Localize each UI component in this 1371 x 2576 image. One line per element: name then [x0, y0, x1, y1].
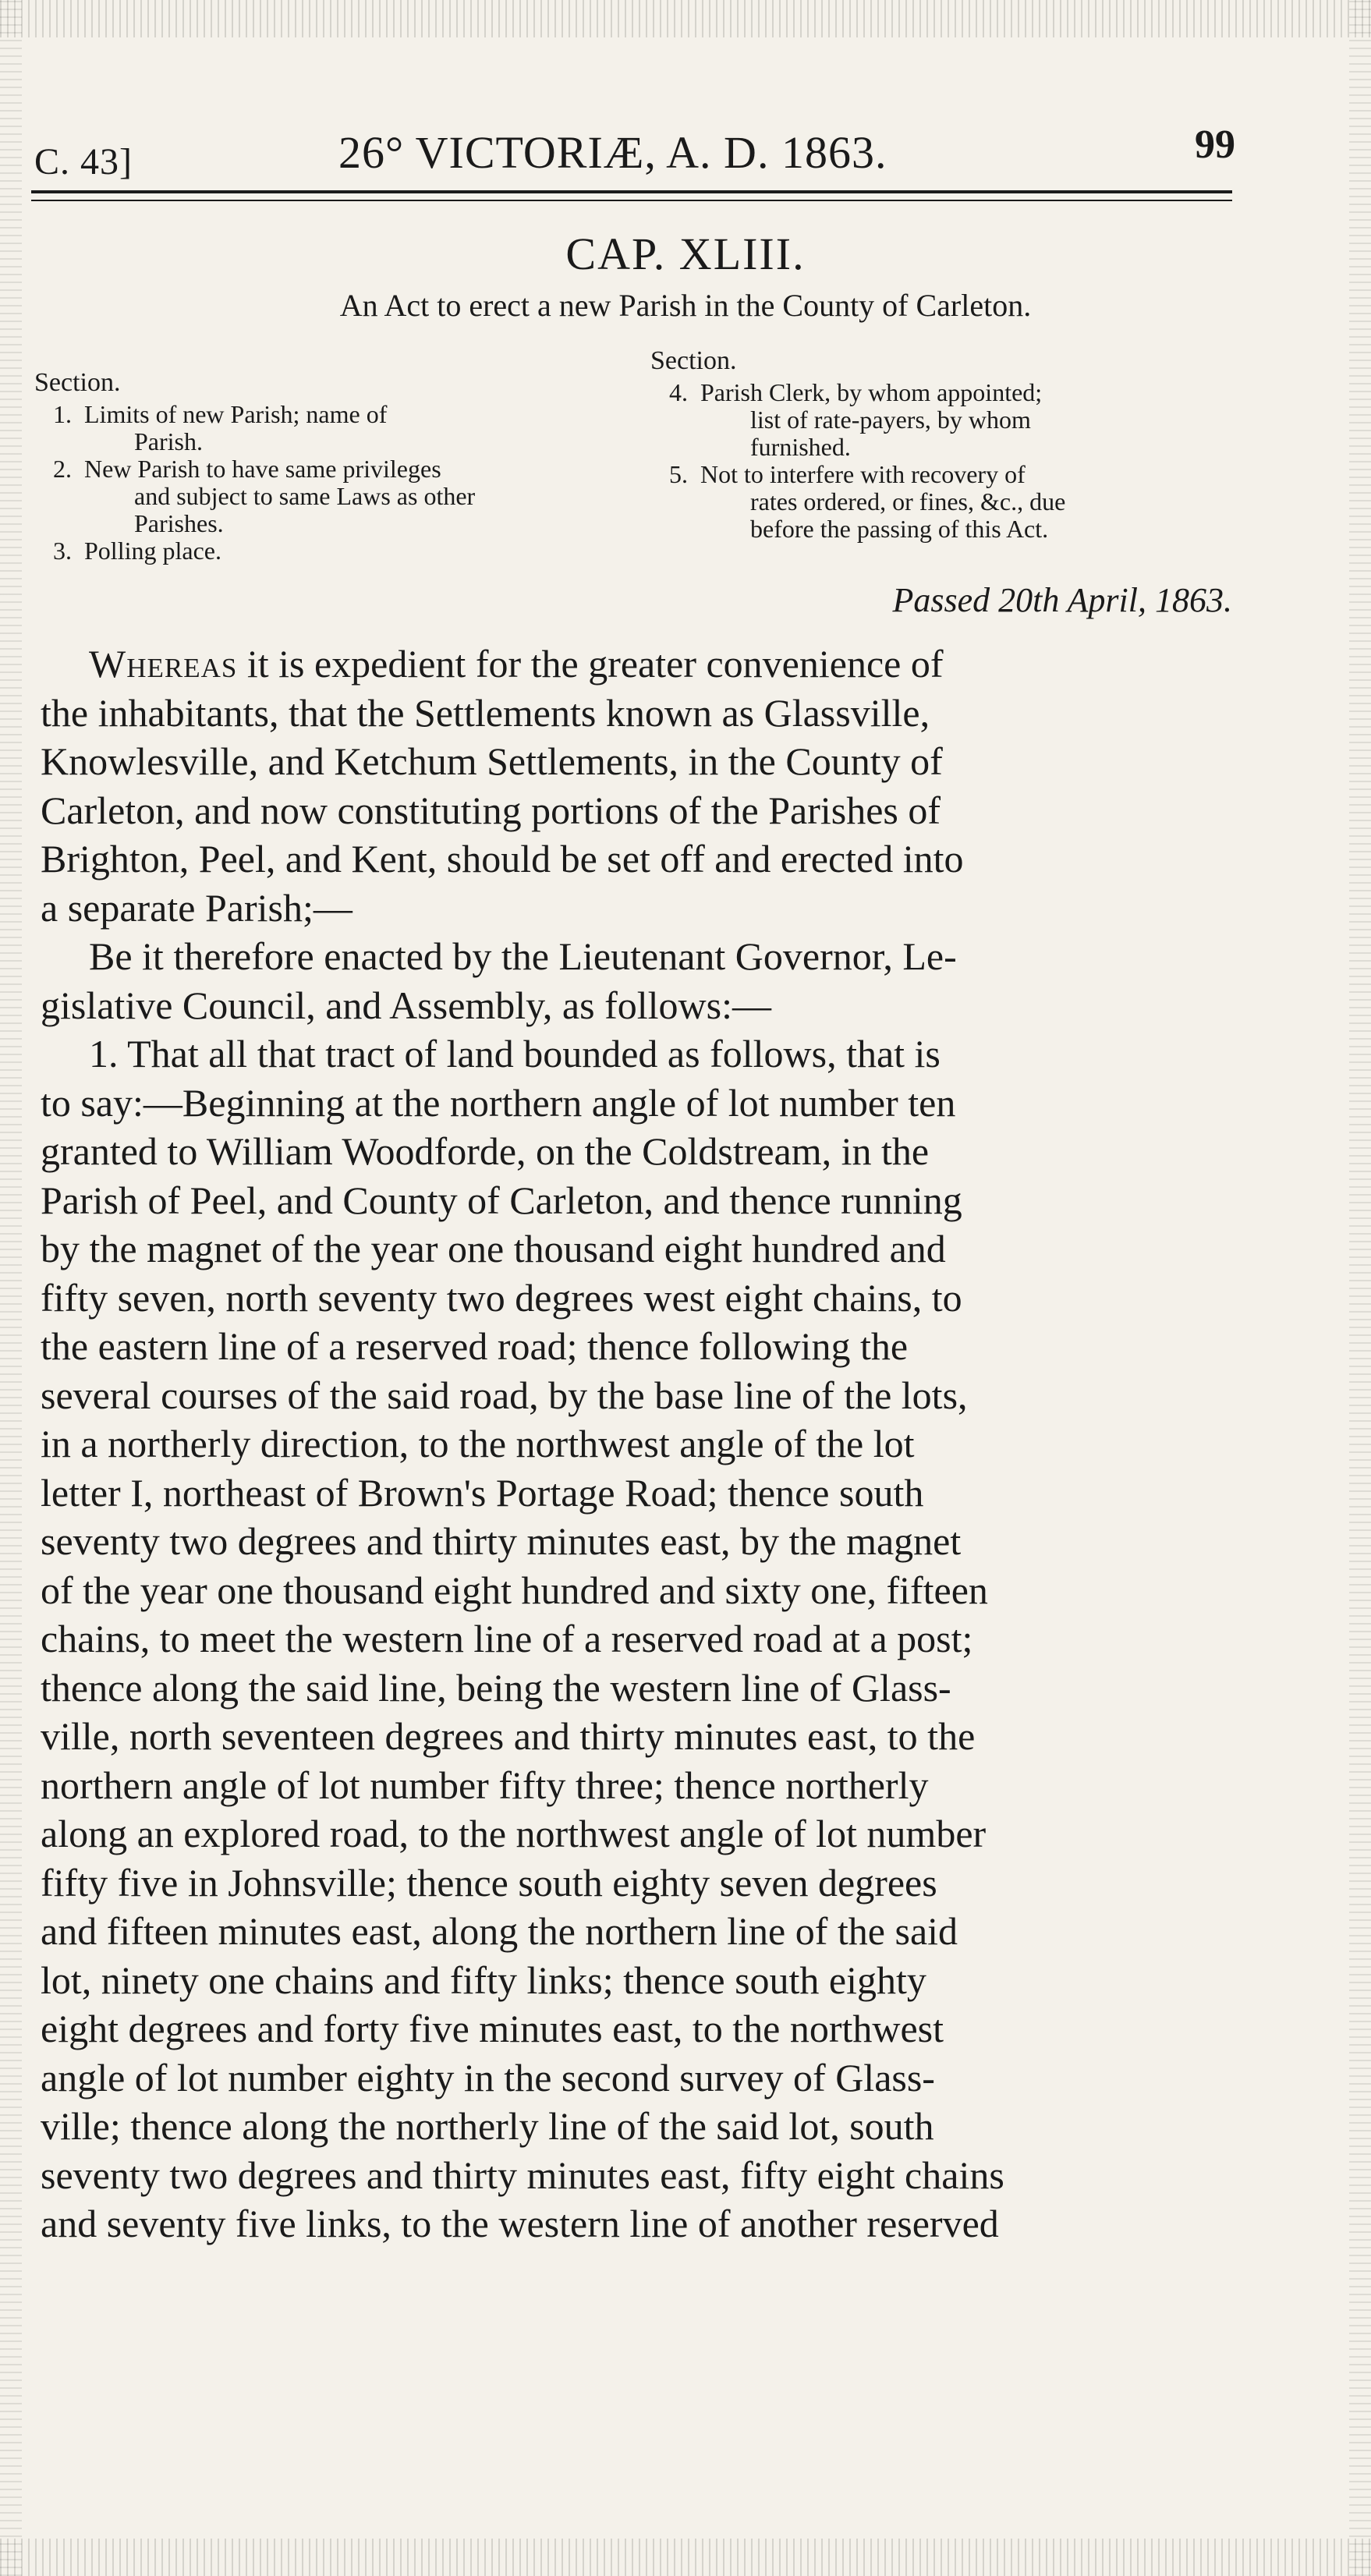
- body-line: [41, 884, 1257, 933]
- body-line: [41, 640, 1257, 689]
- body-line-text: thence along the said line, being the western line of Glass-: [41, 1665, 951, 1710]
- section-description: Polling place.: [84, 537, 221, 565]
- body-line-text: seventy two degrees and thirty minutes east, by the magnet: [41, 1519, 962, 1563]
- scan-edge-left: [0, 0, 22, 2576]
- contents-item: [669, 461, 1243, 543]
- body-line-text: Carleton, and now constituting portions of the Parishes of: [41, 788, 941, 832]
- contents-item: [53, 455, 627, 537]
- body-line-text: of the year one thousand eight hundred and sixty one, fifteen: [41, 1568, 988, 1612]
- body-line-text: Parish of Peel, and County of Carleton, and thence running: [41, 1178, 962, 1222]
- section-number: 1.: [53, 400, 72, 428]
- section-description: before the passing of this Act.: [750, 515, 1049, 543]
- body-line: [41, 834, 1257, 884]
- body-line: [41, 1517, 1257, 1566]
- body-line: [41, 1907, 1257, 1956]
- section-number: 3.: [53, 537, 72, 565]
- scan-edge-top: [0, 0, 1371, 37]
- body-line: [41, 1224, 1257, 1274]
- body-line-text: Brighton, Peel, and Kent, should be set off and erected into: [41, 837, 964, 881]
- body-line-text: seventy two degrees and thirty minutes east, fifty eight chains: [41, 2153, 1004, 2197]
- body-line-text: and fifteen minutes east, along the northern line of the said: [41, 1909, 958, 1953]
- section-description: list of rate-payers, by whom: [750, 406, 1031, 434]
- body-line: [41, 2102, 1257, 2151]
- body-line-text: lot, ninety one chains and fifty links; thence south eighty: [41, 1958, 926, 2002]
- body-line-text: ville, north seventeen degrees and thirty minutes east, to the: [41, 1714, 976, 1758]
- body-line: [41, 1127, 1257, 1176]
- body-line: [41, 1274, 1257, 1323]
- body-line-text: a separate Parish;—: [41, 885, 352, 930]
- body-line-text: the eastern line of a reserved road; thence following the: [41, 1324, 909, 1368]
- section-number: 5.: [669, 460, 688, 488]
- body-line-text: northern angle of lot number fifty three; thence northerly: [41, 1763, 929, 1807]
- body-line-text: it is expedient for the greater convenience of: [237, 642, 944, 686]
- body-line-text: granted to William Woodforde, on the Coldstream, in the: [41, 1129, 930, 1173]
- section-description: New Parish to have same privileges: [84, 455, 441, 483]
- whereas-word: Whereas: [89, 642, 238, 686]
- header-rule-thick: [31, 190, 1232, 193]
- section-description: Limits of new Parish; name of: [84, 400, 388, 428]
- body-line: [41, 786, 1257, 835]
- contents-list: [650, 379, 1243, 543]
- body-line: [41, 737, 1257, 786]
- body-line-text: several courses of the said road, by the base line of the lots,: [41, 1373, 968, 1417]
- section-description: and subject to same Laws as other: [134, 482, 476, 510]
- body-line: [41, 981, 1257, 1030]
- contents-item: [53, 401, 627, 455]
- section-contents: [34, 346, 1251, 604]
- body-line-text: 1. That all that tract of land bounded as follows, that is: [89, 1032, 941, 1075]
- body-line: [41, 1029, 1257, 1079]
- contents-item: [53, 537, 627, 565]
- section-description: Parish Clerk, by whom appointed;: [700, 378, 1043, 406]
- body-line: [41, 1712, 1257, 1761]
- body-line-text: chains, to meet the western line of a reserved road at a post;: [41, 1617, 973, 1660]
- body-line: [41, 932, 1257, 981]
- body-line-text: Knowlesville, and Ketchum Settlements, in the County of: [41, 739, 943, 783]
- body-line-text: ville; thence along the northerly line of the said lot, south: [41, 2104, 934, 2148]
- chapter-reference: C. 43]: [34, 141, 133, 182]
- body-line: [41, 1469, 1257, 1518]
- section-number: 2.: [53, 455, 72, 483]
- contents-heading: Section.: [650, 346, 737, 375]
- body-line-text: to say:—Beginning at the northern angle of lot number ten: [41, 1080, 956, 1125]
- section-description: Parishes.: [134, 509, 224, 537]
- body-line-text: letter I, northeast of Brown's Portage Road; thence south: [41, 1470, 924, 1515]
- body-line: [41, 1858, 1257, 1908]
- page-number: 99: [1195, 122, 1235, 167]
- section-number: 4.: [669, 378, 688, 406]
- body-line: [41, 2199, 1257, 2248]
- contents-heading: Section.: [34, 368, 121, 397]
- body-line-text: the inhabitants, that the Settlements known as Glassville,: [41, 690, 930, 735]
- body-line-text: and seventy five links, to the western line of another reserved: [41, 2202, 999, 2245]
- body-line-text: fifty seven, north seventy two degrees west eight chains, to: [41, 1275, 962, 1320]
- scan-edge-right: [1349, 0, 1371, 2576]
- contents-right-column: [650, 346, 1243, 543]
- body-line: [41, 1176, 1257, 1225]
- act-body: [41, 640, 1257, 2248]
- body-line: [41, 2004, 1257, 2053]
- header-rule-thin: [31, 200, 1232, 201]
- body-line: [41, 1809, 1257, 1858]
- body-line-text: in a northerly direction, to the northwest angle of the lot: [41, 1422, 915, 1465]
- body-line: [41, 1371, 1257, 1420]
- passed-date: Passed 20th April, 1863.: [892, 581, 1232, 619]
- contents-left-column: [34, 368, 627, 565]
- body-line: [41, 1566, 1257, 1615]
- scan-edge-bottom: [0, 2539, 1371, 2576]
- contents-item: [669, 379, 1243, 461]
- body-line: [41, 1664, 1257, 1713]
- running-title: 26° VICTORIÆ, A. D. 1863.: [338, 127, 887, 178]
- body-line-text: fifty five in Johnsville; thence south eighty seven degrees: [41, 1860, 937, 1905]
- body-line: [41, 1322, 1257, 1371]
- body-line-text: by the magnet of the year one thousand eight hundred and: [41, 1227, 946, 1270]
- body-line-text: eight degrees and forty five minutes east, to the northwest: [41, 2007, 944, 2050]
- body-line: [41, 2053, 1257, 2103]
- act-title: An Act to erect a new Parish in the County of Carleton.: [339, 288, 1032, 323]
- body-line-text: Be it therefore enacted by the Lieutenant Governor, Le-: [89, 934, 957, 978]
- body-line: [41, 1956, 1257, 2005]
- chapter-heading: CAP. XLIII.: [565, 229, 806, 279]
- body-line: [41, 1419, 1257, 1469]
- running-head: [34, 122, 1235, 184]
- body-line: [41, 1614, 1257, 1664]
- body-line: [41, 1761, 1257, 1810]
- section-description: furnished.: [750, 433, 851, 461]
- body-line: [41, 2151, 1257, 2200]
- body-line: [41, 1079, 1257, 1128]
- contents-list: [34, 401, 627, 565]
- section-description: Not to interfere with recovery of: [700, 460, 1026, 488]
- body-line-text: along an explored road, to the northwest angle of lot number: [41, 1812, 987, 1855]
- section-description: Parish.: [134, 427, 203, 455]
- body-line: [41, 689, 1257, 738]
- body-line-text: angle of lot number eighty in the second survey of Glass-: [41, 2055, 935, 2099]
- section-description: rates ordered, or fines, &c., due: [750, 487, 1066, 516]
- body-line-text: gislative Council, and Assembly, as follows:—: [41, 983, 771, 1027]
